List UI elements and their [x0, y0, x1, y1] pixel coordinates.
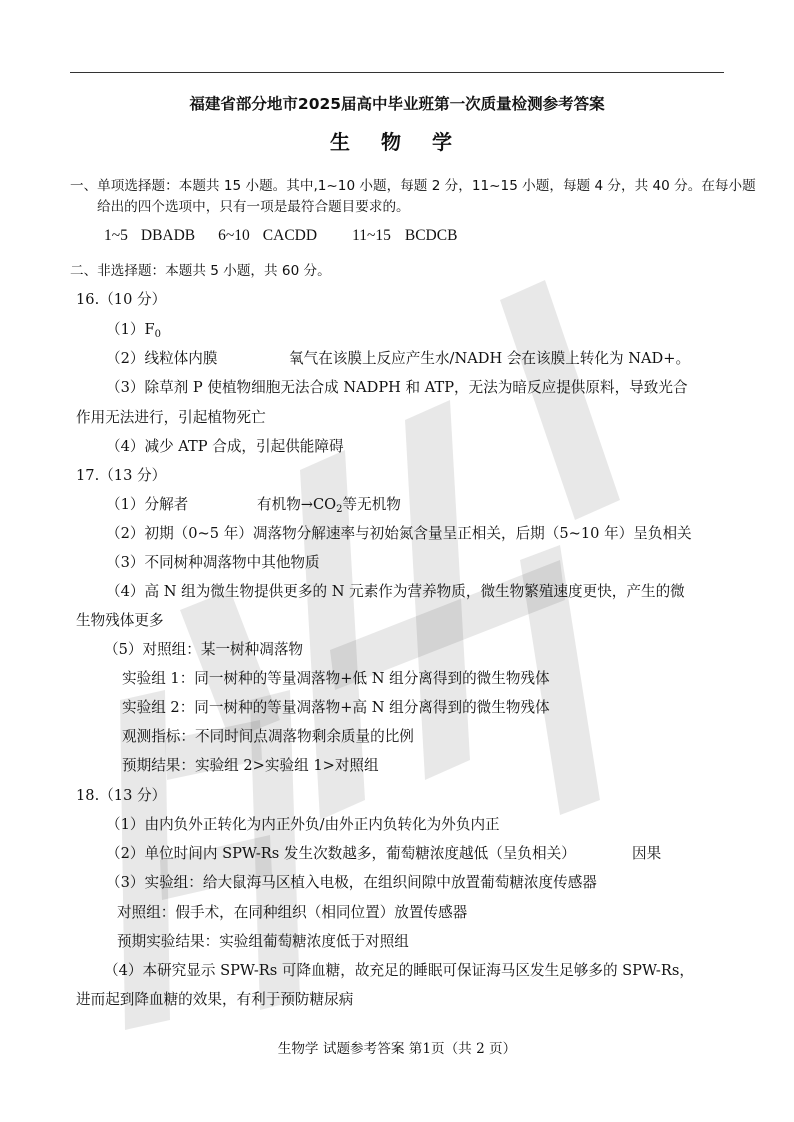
answer-range-3: 11~15	[352, 227, 391, 244]
answer-letters-2: CACDD	[262, 227, 318, 244]
q17-answer-4-line1: （4）高 N 组为微生物提供更多的 N 元素作为营养物质，微生物繁殖速度更快，产生的微	[106, 583, 685, 600]
subject-title: 生 物 学	[330, 130, 464, 154]
answer-range-2: 6~10	[218, 227, 250, 244]
q18-answer-3-expect: 预期实验结果：实验组葡萄糖浓度低于对照组	[117, 933, 409, 950]
q16-title: 16.（10 分）	[76, 291, 167, 308]
q17-answer-1-right: 有机物$\to CO_2$等无机物	[257, 496, 401, 515]
q17-answer-2: （2）初期（0~5 年）凋落物分解速率与初始氮含量呈正相关，后期（5~10 年）呈负相关	[106, 525, 692, 542]
header-rule	[70, 72, 724, 73]
part1-heading-line2: 给出的四个选项中，只有一项是最符合题目要求的。	[97, 199, 410, 215]
answer-letters-3: BCDCB	[404, 227, 458, 244]
q17-title: 17.（13 分）	[76, 467, 167, 484]
q16-answer-2-left: （2）线粒体内膜	[106, 350, 218, 367]
q18-title: 18.（13 分）	[76, 787, 167, 804]
q18-answer-3: （3）实验组：给大鼠海马区植入电极，在组织间隙中放置葡萄糖浓度传感器	[106, 874, 597, 891]
q16-answer-2-right: 氧气在该膜上反应产生水/NADH 会在该膜上转化为 NAD+。	[289, 350, 691, 367]
q18-answer-2-left: （2）单位时间内 SPW-Rs 发生次数越多，葡萄糖浓度越低（呈负相关）	[106, 845, 576, 862]
q17-answer-3: （3）不同树种凋落物中其他物质	[106, 554, 320, 571]
q17-answer-1-left: （1）分解者	[106, 496, 189, 513]
q17-answer-5-exp2: 实验组 2：同一树种的等量凋落物+高 N 组分离得到的微生物残体	[122, 699, 550, 716]
q18-answer-2-right: 因果	[632, 845, 662, 862]
part1-heading-line1: 一、单项选择题：本题共 15 小题。其中,1~10 小题，每题 2 分，11~15 小题，每题 4 分，共 40 分。在每小题	[70, 178, 756, 194]
q16-answer-3-line1: （3）除草剂 P 使植物细胞无法合成 NADPH 和 ATP，无法为暗反应提供原料，导致光合	[106, 379, 688, 396]
part2-heading: 二、非选择题：本题共 5 小题，共 60 分。	[70, 263, 331, 279]
answer-letters-1: DBADB	[140, 227, 196, 244]
document-title: 福建省部分地市2025届高中毕业班第一次质量检测参考答案	[189, 95, 605, 113]
answer-range-1: 1~5	[104, 227, 128, 244]
q16-answer-1: $(1)F_0$	[106, 321, 161, 340]
q17-answer-5-expect: 预期结果：实验组 2>实验组 1>对照组	[122, 757, 379, 774]
q18-answer-3-control: 对照组：假手术，在同种组织（相同位置）放置传感器	[117, 904, 468, 921]
q18-answer-1: （1）由内负外正转化为内正外负/由外正内负转化为外负内正	[106, 816, 500, 833]
q17-answer-4-line2: 生物残体更多	[76, 612, 164, 629]
q16-answer-3-line2: 作用无法进行，引起植物死亡	[76, 409, 266, 426]
page-footer: 生物学 试题参考答案 第1页（共 2 页）	[277, 1041, 517, 1057]
q18-answer-4-line2: 进而起到降血糖的效果，有利于预防糖尿病	[76, 991, 354, 1008]
mc-answers	[104, 226, 457, 246]
q16-answer-4: （4）减少 ATP 合成，引起供能障碍	[106, 438, 344, 455]
q17-answer-5: （5）对照组：某一树种凋落物	[104, 641, 304, 658]
q17-answer-5-exp1: 实验组 1：同一树种的等量凋落物+低 N 组分离得到的微生物残体	[122, 670, 550, 687]
q17-answer-5-metric: 观测指标：不同时间点凋落物剩余质量的比例	[122, 728, 414, 745]
q18-answer-4-line1: （4）本研究显示 SPW-Rs 可降血糖，故充足的睡眠可保证海马区发生足够多的 SPW-Rs，	[104, 962, 694, 979]
